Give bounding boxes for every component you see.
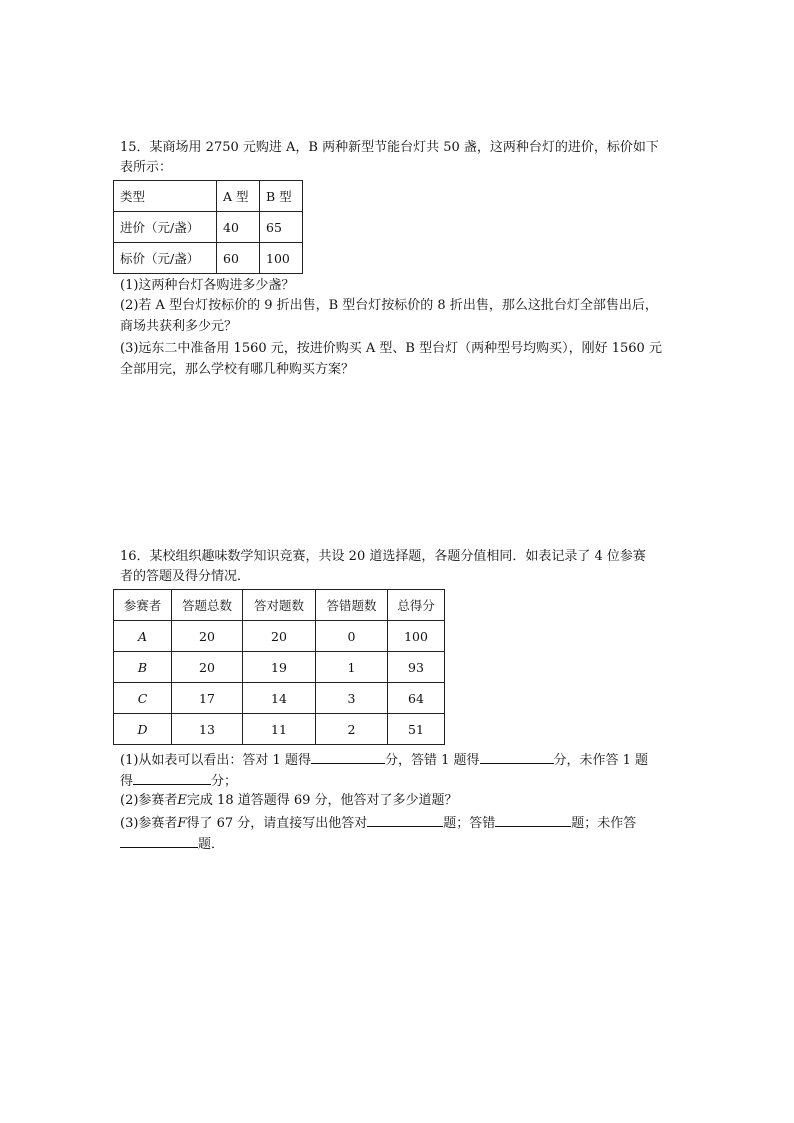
table-header-cell: 类型 (114, 181, 217, 212)
table-cell: 19 (243, 652, 316, 683)
table-cell: 13 (172, 714, 243, 745)
q16-sub2-var: E (177, 793, 187, 808)
table-row (114, 243, 303, 274)
table-cell: 20 (172, 652, 243, 683)
answer-blank-unanswered-count[interactable] (120, 834, 198, 848)
answer-blank-wrong-points[interactable] (480, 750, 554, 764)
table-header-cell: 参赛者 (114, 590, 172, 621)
answer-blank-unanswered-points[interactable] (133, 771, 211, 785)
table-cell: 0 (316, 621, 388, 652)
q16-sub3-text: 得了 67 分，请直接写出他答对 (186, 816, 368, 831)
table-row (114, 621, 445, 652)
answer-blank-correct-points[interactable] (311, 750, 385, 764)
table-header-cell: B 型 (260, 181, 303, 212)
q16-sub1-text: 分； (211, 774, 238, 789)
q16-sub3-text: 题；未作答 (571, 816, 637, 831)
table-cell: 进价（元/盏） (114, 212, 217, 243)
q16-sub2-text: (2)参赛者 (120, 793, 178, 808)
q16-sub1-line1 (120, 750, 648, 770)
table-cell: B (114, 652, 172, 683)
table-cell: 2 (316, 714, 388, 745)
table-header-cell: A 型 (217, 181, 260, 212)
table-cell: D (114, 714, 172, 745)
table-cell: 93 (388, 652, 445, 683)
table-cell: 1 (316, 652, 388, 683)
q16-sub1-line2 (120, 771, 237, 791)
q16-score-table (113, 589, 445, 745)
q16-sub3-text: 题；答错 (443, 816, 496, 831)
q16-stem-line2: 者的答题及得分情况． (120, 569, 251, 584)
q16-sub2 (120, 792, 458, 810)
q16-sub3-text: 题． (198, 837, 225, 852)
table-cell: 14 (243, 683, 316, 714)
answer-blank-wrong-count[interactable] (495, 813, 571, 827)
q16-sub1-text: 分，未作答 1 题 (553, 753, 649, 768)
table-cell: 100 (260, 243, 303, 274)
q16-sub3-line1 (120, 813, 636, 833)
q16-sub1-text: 分，答错 1 题得 (384, 753, 480, 768)
table-row (114, 714, 445, 745)
q16-sub3-text: (3)参赛者 (120, 816, 178, 831)
table-cell: 65 (260, 212, 303, 243)
q15-stem-line2: 表所示： (120, 160, 173, 175)
table-cell: 20 (243, 621, 316, 652)
table-row (114, 683, 445, 714)
table-cell: 60 (217, 243, 260, 274)
table-cell: 100 (388, 621, 445, 652)
q15-sub3-line1: (3)远东二中准备用 1560 元，按进价购买 A 型、B 型台灯（两种型号均购买），刚好 1560 元 (120, 341, 662, 356)
q15-sub1: (1)这两种台灯各购进多少盏？ (120, 278, 295, 293)
table-header-cell: 总得分 (388, 590, 445, 621)
table-row (114, 212, 303, 243)
table-header-cell: 答对题数 (243, 590, 316, 621)
q16-sub2-text: 完成 18 道答题得 69 分，他答对了多少道题？ (186, 793, 458, 808)
q16-sub3-line2 (120, 834, 224, 854)
q15-sub3-line2: 全部用完，那么学校有哪几种购买方案？ (120, 362, 355, 377)
table-header-row (114, 590, 445, 621)
q15-price-table (113, 180, 303, 274)
q16-sub1-text: 得 (120, 774, 134, 789)
table-cell: 20 (172, 621, 243, 652)
table-cell: 40 (217, 212, 260, 243)
table-cell: 64 (388, 683, 445, 714)
table-cell: 51 (388, 714, 445, 745)
q16-stem-line1: 16．某校组织趣味数学知识竞赛，共设 20 道选择题，各题分值相同．如表记录了 4 位参赛 (120, 549, 646, 564)
table-header-cell: 答错题数 (316, 590, 388, 621)
table-header-cell: 答题总数 (172, 590, 243, 621)
q15-sub2-line2: 商场共获利多少元？ (120, 319, 238, 334)
q16-sub3-var: F (177, 816, 187, 831)
table-cell: A (114, 621, 172, 652)
table-cell: 3 (316, 683, 388, 714)
table-cell: 17 (172, 683, 243, 714)
q16-sub1-text: (1)从如表可以看出：答对 1 题得 (120, 753, 311, 768)
answer-blank-correct-count[interactable] (367, 813, 443, 827)
table-cell: 11 (243, 714, 316, 745)
table-row (114, 652, 445, 683)
q15-sub2-line1: (2)若 A 型台灯按标价的 9 折出售，B 型台灯按标价的 8 折出售，那么这批台灯全部售出后， (120, 298, 658, 313)
table-cell: C (114, 683, 172, 714)
table-header-row (114, 181, 303, 212)
q15-stem-line1: 15．某商场用 2750 元购进 A，B 两种新型节能台灯共 50 盏，这两种台灯的进价，标价如下 (120, 140, 659, 155)
table-cell: 标价（元/盏） (114, 243, 217, 274)
